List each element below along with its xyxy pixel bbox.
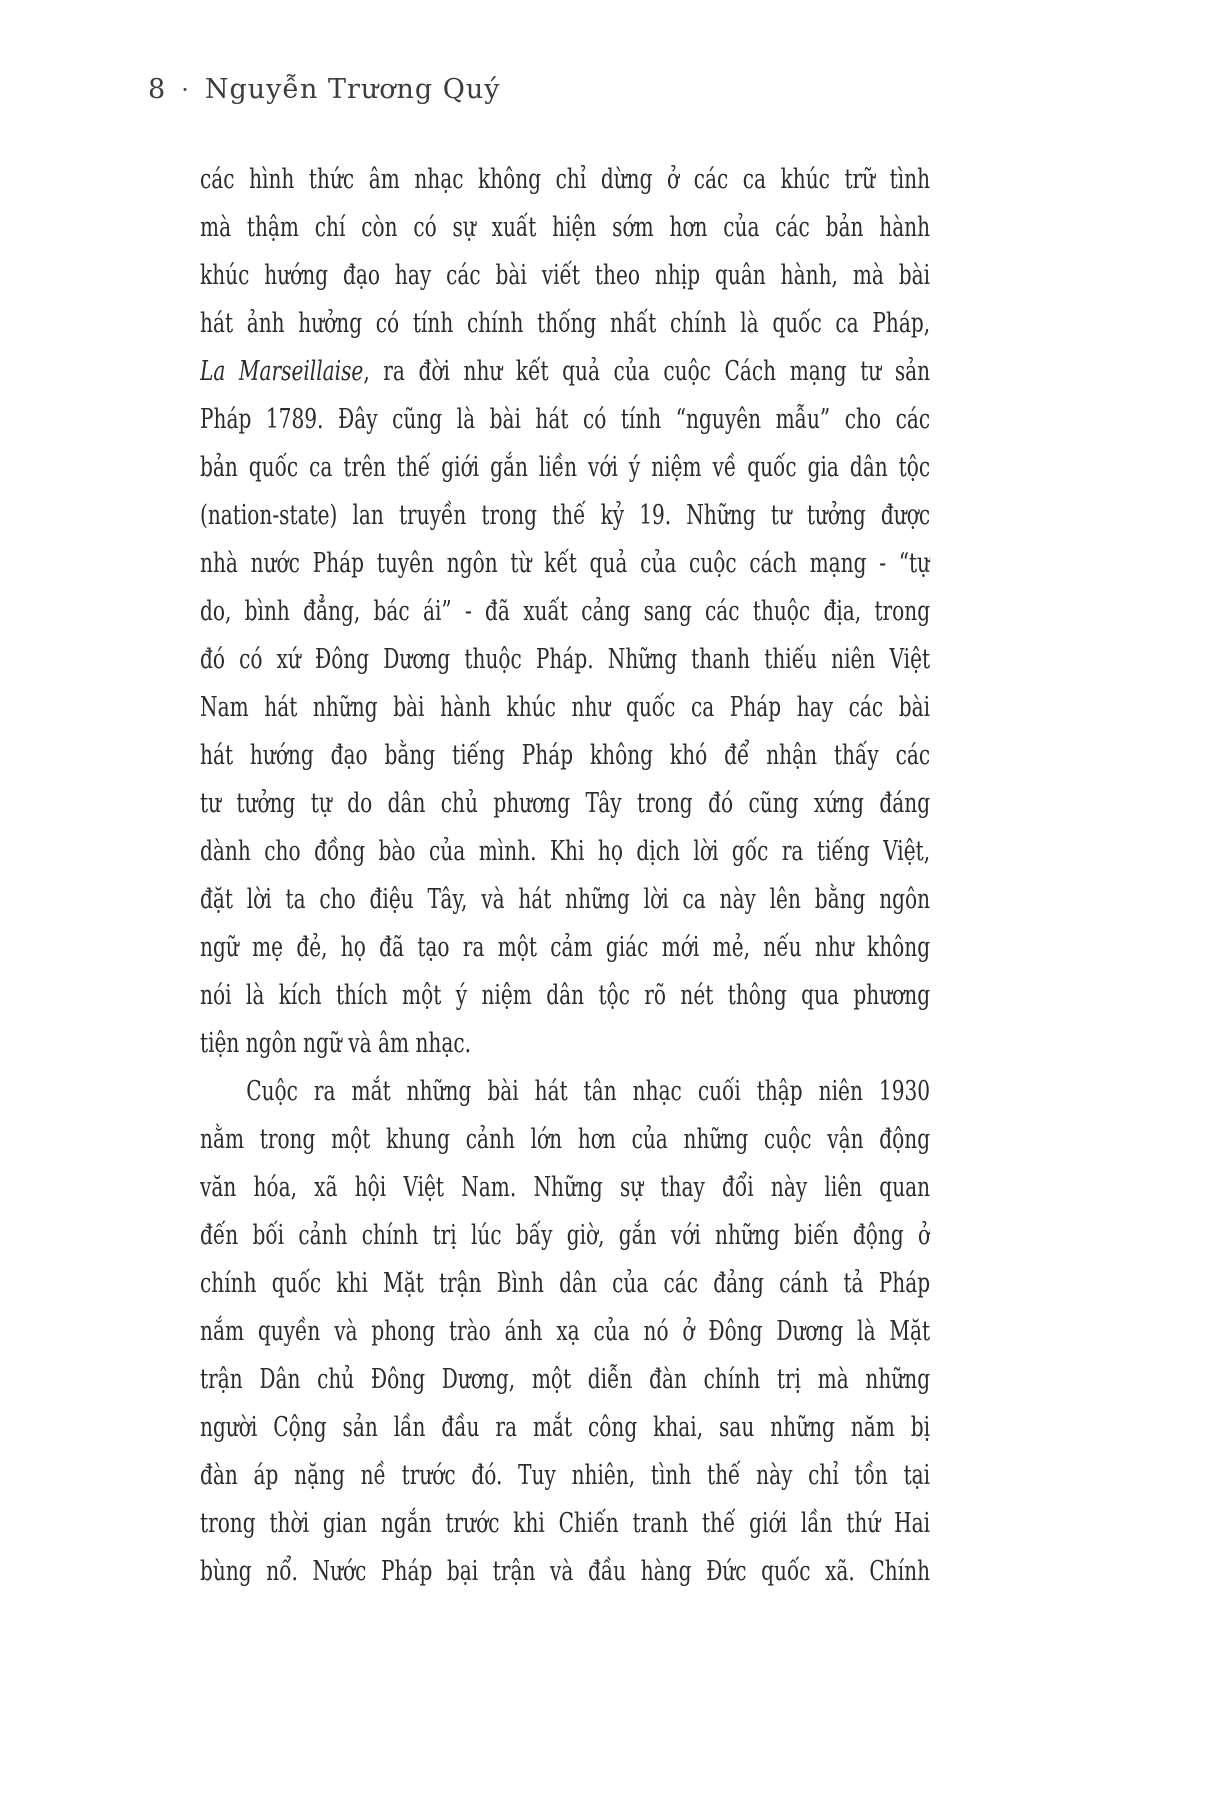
text-segment: (nation-state) lan truyền trong thế kỷ 19. Những tư tưởng được (200, 500, 931, 531)
text-line (200, 924, 930, 972)
text-segment: do, bình đẳng, bác ái” - đã xuất cảng sang các thuộc địa, trong (200, 596, 931, 627)
text-line (200, 1452, 930, 1500)
text-segment: đàn áp nặng nề trước đó. Tuy nhiên, tình thế này chỉ tồn tại (200, 1460, 931, 1491)
text-line (200, 156, 930, 204)
header-separator-dot: · (181, 76, 190, 104)
text-segment: nằm trong một khung cảnh lớn hơn của những cuộc vận động (200, 1124, 931, 1155)
text-line (200, 492, 930, 540)
text-line (200, 1308, 930, 1356)
page-number: 8 (148, 74, 167, 105)
text-line (200, 1260, 930, 1308)
text-line (200, 732, 930, 780)
text-line (200, 972, 930, 1020)
text-line (200, 780, 930, 828)
text-line (200, 1212, 930, 1260)
text-line (200, 300, 930, 348)
text-line (200, 396, 930, 444)
text-line (200, 1404, 930, 1452)
text-segment: bùng nổ. Nước Pháp bại trận và đầu hàng Đức quốc xã. Chính (200, 1556, 931, 1587)
text-segment: đó có xứ Đông Dương thuộc Pháp. Những thanh thiếu niên Việt (200, 644, 931, 675)
italic-work-title: La Marseillaise (200, 356, 364, 387)
text-segment: người Cộng sản lần đầu ra mắt công khai, sau những năm bị (200, 1412, 931, 1443)
text-segment: khúc hướng đạo hay các bài viết theo nhịp quân hành, mà bài (200, 260, 931, 291)
body-text-block (200, 156, 930, 1596)
text-segment: nói là kích thích một ý niệm dân tộc rõ nét thông qua phương (200, 980, 931, 1011)
text-segment: văn hóa, xã hội Việt Nam. Những sự thay đổi này liên quan (200, 1172, 931, 1203)
text-line (200, 876, 930, 924)
text-line (200, 1164, 930, 1212)
page-header (148, 74, 501, 105)
text-segment: Pháp 1789. Đây cũng là bài hát có tính “nguyên mẫu” cho các (200, 404, 931, 435)
text-segment: nhà nước Pháp tuyên ngôn từ kết quả của cuộc cách mạng - “tự (200, 548, 931, 579)
text-line (200, 1356, 930, 1404)
text-segment: các hình thức âm nhạc không chỉ dừng ở các ca khúc trữ tình (200, 164, 931, 195)
text-line (200, 1116, 930, 1164)
text-line (200, 252, 930, 300)
text-segment: Nam hát những bài hành khúc như quốc ca Pháp hay các bài (200, 692, 931, 723)
text-segment: nắm quyền và phong trào ánh xạ của nó ở Đông Dương là Mặt (200, 1316, 931, 1347)
text-segment: hát ảnh hưởng có tính chính thống nhất chính là quốc ca Pháp, (200, 308, 931, 339)
text-segment: hát hướng đạo bằng tiếng Pháp không khó để nhận thấy các (200, 740, 931, 771)
text-segment: đến bối cảnh chính trị lúc bấy giờ, gắn với những biến động ở (200, 1220, 931, 1251)
text-segment: trong thời gian ngắn trước khi Chiến tranh thế giới lần thứ Hai (200, 1508, 931, 1539)
text-line (200, 684, 930, 732)
text-line (200, 1068, 930, 1116)
text-segment: Cuộc ra mắt những bài hát tân nhạc cuối thập niên 1930 (246, 1076, 931, 1107)
text-segment: trận Dân chủ Đông Dương, một diễn đàn chính trị mà những (200, 1364, 931, 1395)
text-line (200, 1548, 930, 1596)
text-line (200, 828, 930, 876)
text-segment: dành cho đồng bào của mình. Khi họ dịch lời gốc ra tiếng Việt, (200, 836, 931, 867)
text-line (200, 540, 930, 588)
text-line (200, 588, 930, 636)
running-title-author: Nguyễn Trương Quý (204, 74, 501, 105)
text-segment: tiện ngôn ngữ và âm nhạc. (200, 1028, 472, 1059)
text-line (200, 204, 930, 252)
text-segment: , ra đời như kết quả của cuộc Cách mạng tư sản (363, 356, 931, 387)
text-segment: chính quốc khi Mặt trận Bình dân của các đảng cánh tả Pháp (200, 1268, 931, 1299)
text-line (200, 1500, 930, 1548)
text-line (200, 444, 930, 492)
text-line (200, 636, 930, 684)
text-line (200, 1020, 930, 1068)
text-segment: tư tưởng tự do dân chủ phương Tây trong đó cũng xứng đáng (200, 788, 931, 819)
text-segment: bản quốc ca trên thế giới gắn liền với ý niệm về quốc gia dân tộc (200, 452, 931, 483)
text-segment: đặt lời ta cho điệu Tây, và hát những lời ca này lên bằng ngôn (200, 884, 931, 915)
text-segment: mà thậm chí còn có sự xuất hiện sớm hơn của các bản hành (200, 212, 931, 243)
text-line (200, 348, 930, 396)
text-segment: ngữ mẹ đẻ, họ đã tạo ra một cảm giác mới mẻ, nếu như không (200, 932, 931, 963)
